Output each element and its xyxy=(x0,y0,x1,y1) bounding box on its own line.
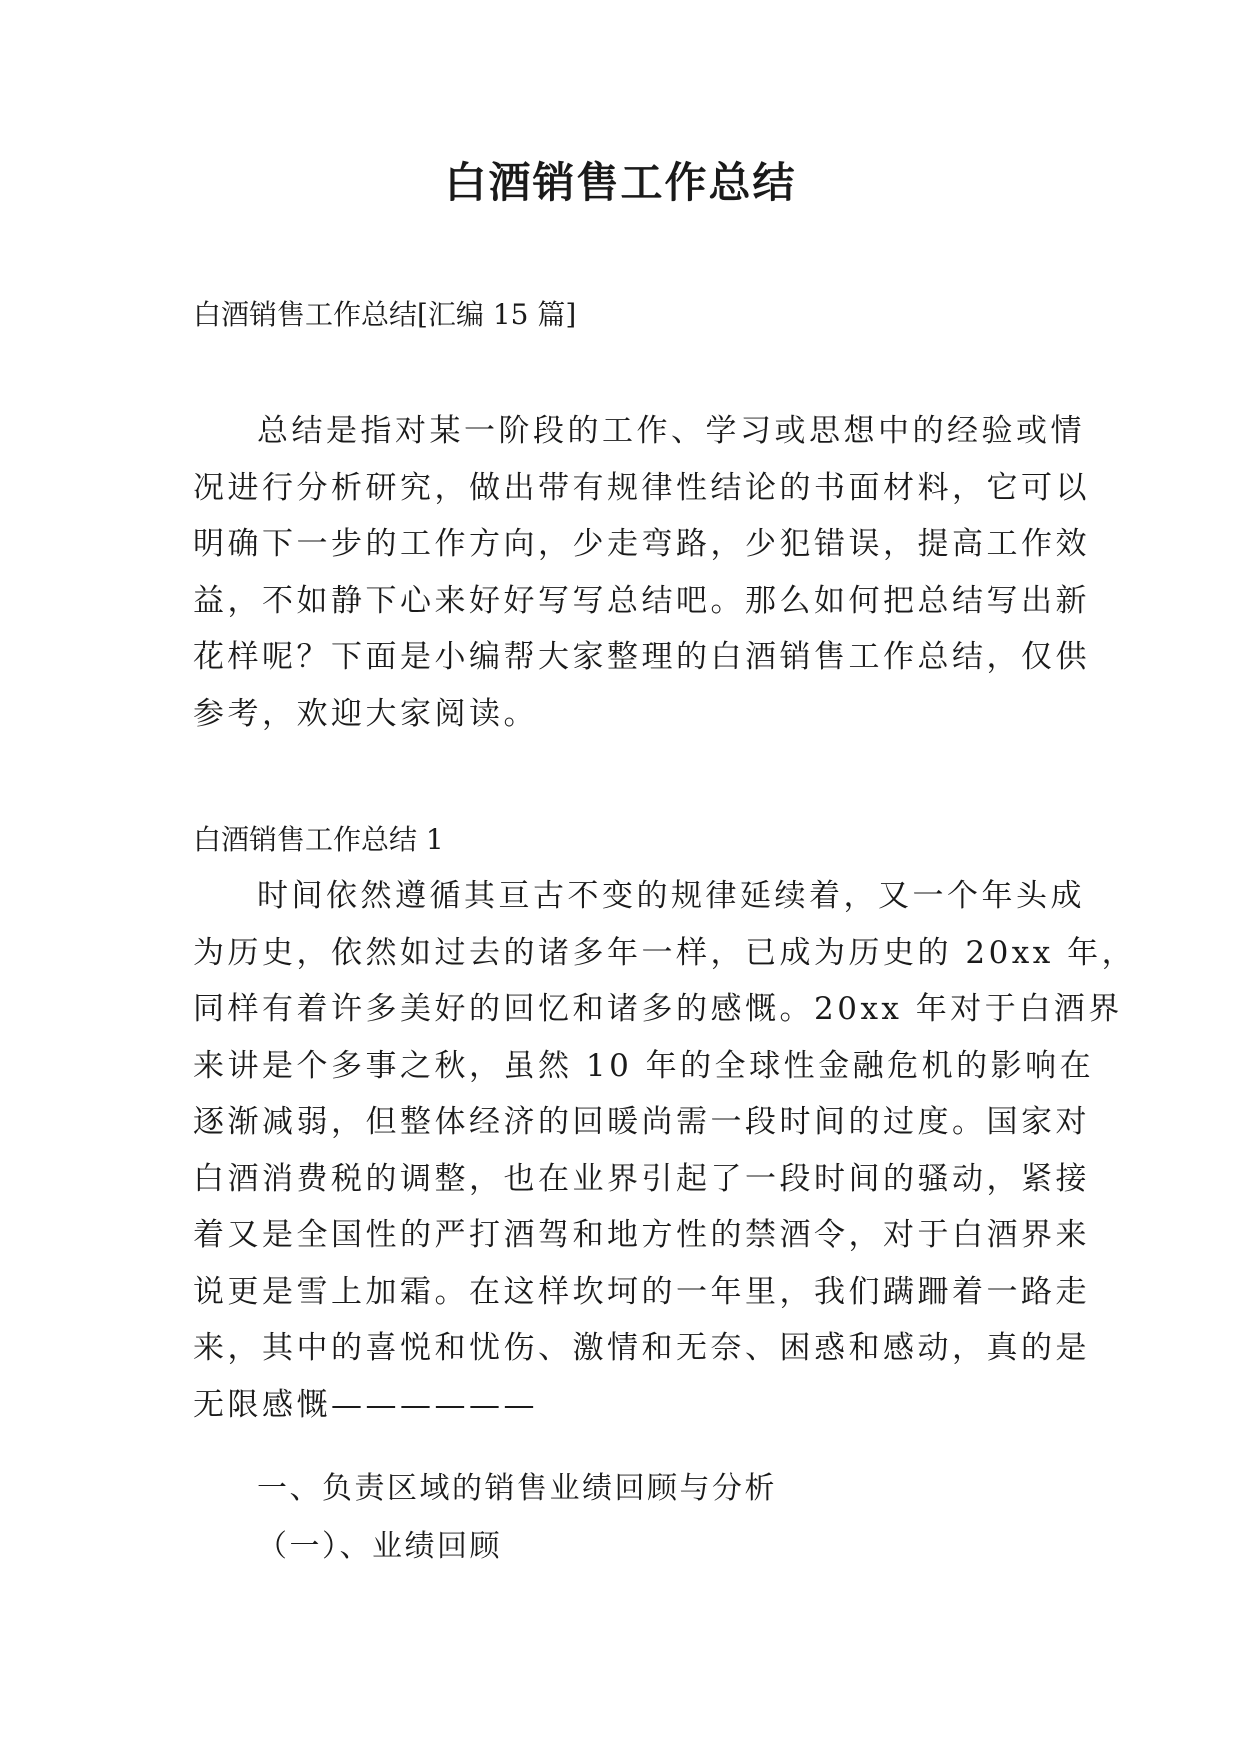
section-title: 白酒销售工作总结 1 xyxy=(193,823,444,856)
body-paragraph xyxy=(193,868,1137,1433)
intro-paragraph xyxy=(193,403,1090,742)
document-title: 白酒销售工作总结 xyxy=(444,158,797,207)
paragraph-line: 说更是雪上加霜。在这样坎坷的一年里，我们蹒跚着一路走 xyxy=(193,1273,1090,1310)
paragraph-line: 总结是指对某一阶段的工作、学习或思想中的经验或情 xyxy=(257,413,1085,449)
paragraph-line: 时间依然遵循其亘古不变的规律延续着，又一个年头成 xyxy=(257,878,1085,914)
paragraph-line: 花样呢？下面是小编帮大家整理的白酒销售工作总结，仅供 xyxy=(193,639,1090,675)
paragraph-line: 明确下一步的工作方向，少走弯路，少犯错误，提高工作效 xyxy=(193,526,1090,562)
paragraph-line: 参考，欢迎大家阅读。 xyxy=(193,695,538,732)
paragraph-line: 白酒消费税的调整，也在业界引起了一段时间的骚动，紧接 xyxy=(193,1160,1090,1197)
paragraph-line: 逐渐减弱，但整体经济的回暖尚需一段时间的过度。国家对 xyxy=(193,1104,1090,1140)
paragraph-line: 无限感慨—————— xyxy=(193,1386,538,1423)
paragraph-line: 况进行分析研究，做出带有规律性结论的书面材料，它可以 xyxy=(193,469,1090,506)
section-heading-2: （一）、业绩回顾 xyxy=(257,1529,502,1564)
paragraph-line: 着又是全国性的严打酒驾和地方性的禁酒令，对于白酒界来 xyxy=(193,1217,1090,1253)
paragraph-line: 为历史，依然如过去的诸多年一样，已成为历史的 20xx 年， xyxy=(193,934,1137,971)
section-heading-1: 一、负责区域的销售业绩回顾与分析 xyxy=(257,1471,777,1506)
paragraph-line: 来，其中的喜悦和忧伤、激情和无奈、困惑和感动，真的是 xyxy=(193,1330,1090,1366)
paragraph-line: 益，不如静下心来好好写写总结吧。那么如何把总结写出新 xyxy=(193,582,1090,619)
document-subtitle: 白酒销售工作总结[汇编 15 篇] xyxy=(193,298,577,331)
paragraph-line: 来讲是个多事之秋，虽然 10 年的全球性金融危机的影响在 xyxy=(193,1047,1095,1084)
paragraph-line: 同样有着许多美好的回忆和诸多的感慨。20xx 年对于白酒界 xyxy=(193,991,1123,1027)
